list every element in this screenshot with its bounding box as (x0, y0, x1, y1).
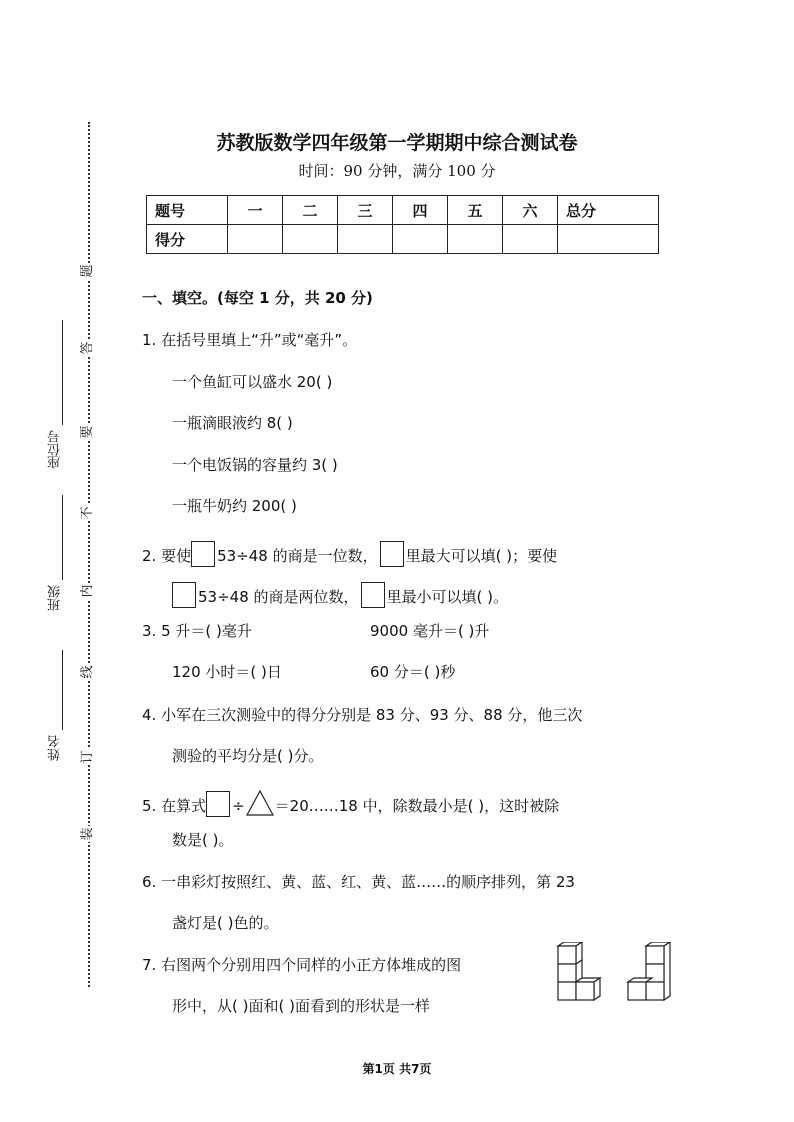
question-3-item: 60 分＝( )秒 (370, 663, 456, 681)
question-6-cont: 盏灯是( )色的。 (172, 914, 279, 932)
section-heading: 一、填空。(每空 1 分，共 20 分) (142, 289, 373, 307)
question-5 (142, 790, 559, 817)
table-cell: 总分 (558, 196, 659, 225)
table-cell: 得分 (147, 225, 228, 254)
binding-char: 答 (80, 341, 95, 355)
question-5-part: ＝20……18 中，除数最小是( )，这时被除 (274, 797, 560, 815)
question-1-item: 一个电饭锅的容量约 3( ) (172, 456, 338, 474)
score-input-cell[interactable] (503, 225, 558, 254)
question-6: 6. 一串彩灯按照红、黄、蓝、红、黄、蓝……的顺序排列，第 23 (142, 873, 575, 891)
page-title: 苏教版数学四年级第一学期期中综合测试卷 (216, 132, 578, 154)
blank-box (172, 582, 196, 608)
table-row (147, 196, 659, 225)
binding-char: 不 (80, 506, 95, 520)
seat-number-field[interactable] (62, 320, 63, 425)
cube-stack-figure-1 (552, 942, 610, 1018)
question-2-cont (172, 582, 508, 608)
seat-number-label: 座位号 (48, 430, 63, 469)
binding-char: 内 (80, 584, 95, 598)
question-5-prefix: 5. 在算式 (142, 797, 207, 815)
binding-char: 订 (80, 750, 95, 764)
question-2-part: 53÷48 的商是两位数， (198, 588, 359, 606)
cube-stack-figure-2 (622, 942, 686, 1018)
divide-sign: ÷ (232, 797, 245, 815)
binding-char: 题 (80, 264, 95, 278)
score-input-cell[interactable] (393, 225, 448, 254)
question-1: 1. 在括号里填上“升”或“毫升”。 (142, 331, 358, 349)
question-2 (142, 541, 557, 567)
score-input-cell[interactable] (448, 225, 503, 254)
binding-char: 要 (80, 425, 95, 439)
table-cell: 六 (503, 196, 558, 225)
table-cell: 五 (448, 196, 503, 225)
name-label: 姓名 (48, 735, 63, 761)
blank-box (361, 582, 385, 608)
question-3-item: 9000 毫升＝( )升 (370, 622, 490, 640)
binding-char: 线 (80, 665, 95, 679)
table-cell: 题号 (147, 196, 228, 225)
question-2-prefix: 2. 要使 (142, 547, 192, 565)
score-input-cell[interactable] (558, 225, 659, 254)
question-5-cont: 数是( )。 (172, 831, 234, 849)
table-cell: 一 (228, 196, 283, 225)
table-row (147, 225, 659, 254)
question-1-item: 一瓶牛奶约 200( ) (172, 497, 297, 515)
question-2-part: 里最大可以填( )；要使 (405, 547, 558, 565)
exam-duration: 时间：90 分钟，满分 100 分 (298, 162, 496, 180)
binding-char: 装 (80, 827, 95, 841)
page-number: 第1页 共7页 (362, 1062, 432, 1076)
question-1-item: 一个鱼缸可以盛水 20( ) (172, 373, 333, 391)
table-cell: 二 (283, 196, 338, 225)
question-4: 4. 小军在三次测验中的得分分别是 83 分、93 分、88 分，他三次 (142, 706, 583, 724)
blank-box (380, 541, 404, 567)
blank-box (206, 791, 230, 817)
score-input-cell[interactable] (228, 225, 283, 254)
table-cell: 四 (393, 196, 448, 225)
name-field[interactable] (62, 650, 63, 730)
question-1-item: 一瓶滴眼液约 8( ) (172, 414, 293, 432)
blank-box (191, 541, 215, 567)
class-label: 班级 (48, 585, 63, 611)
question-7-cont: 形中，从( )面和( )面看到的形状是一样 (172, 997, 430, 1015)
question-2-part: 53÷48 的商是一位数， (217, 547, 378, 565)
score-input-cell[interactable] (283, 225, 338, 254)
question-7: 7. 右图两个分别用四个同样的小正方体堆成的图 (142, 956, 462, 974)
class-field[interactable] (62, 495, 63, 580)
table-cell: 三 (338, 196, 393, 225)
question-3-item: 120 小时＝( )日 (172, 663, 282, 681)
score-input-cell[interactable] (338, 225, 393, 254)
score-table (146, 195, 659, 254)
question-3: 3. 5 升＝( )毫升 (142, 622, 252, 640)
triangle-icon (246, 790, 274, 816)
question-4-cont: 测验的平均分是( )分。 (172, 747, 324, 765)
question-2-part: 里最小可以填( )。 (386, 588, 508, 606)
binding-dotted-line (88, 122, 90, 987)
